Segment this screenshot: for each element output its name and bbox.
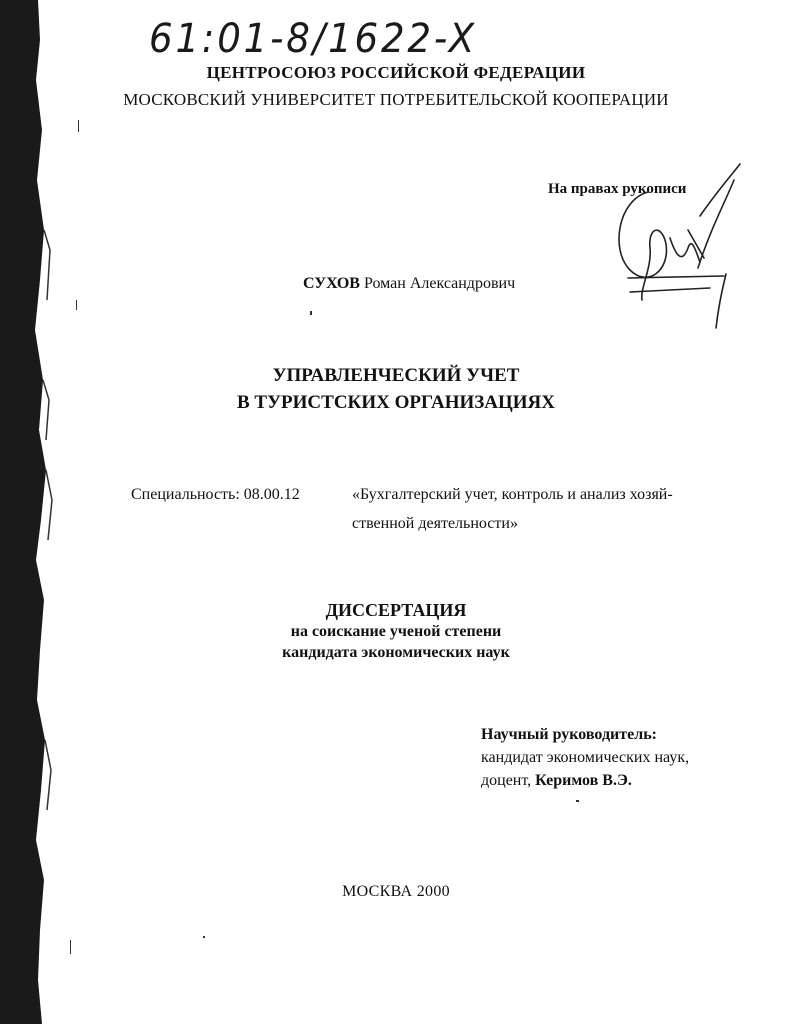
signature-image (600, 160, 760, 335)
specialty-description-line-2: ственной деятельности» (352, 515, 518, 532)
dissertation-degree-line: на соискание ученой степени (290, 623, 502, 640)
dissertation-heading: ДИССЕРТАЦИЯ (325, 600, 467, 620)
scan-speck (76, 300, 77, 310)
scan-edge-shadow (0, 0, 60, 1024)
advisor-name: Керимов В.Э. (535, 772, 632, 789)
manuscript-rights-note: На правах рукописи (548, 181, 687, 197)
author-given-names: Роман Александрович (363, 275, 516, 292)
svg-text:61:01-8/1622-X: 61:01-8/1622-X (149, 16, 477, 62)
advisor-position: доцент, (481, 772, 532, 789)
advisor-degree: кандидат экономических наук, (481, 749, 690, 766)
specialty-label: Специальность: 08.00.12 (131, 486, 300, 503)
dissertation-field-line: кандидата экономических наук (282, 644, 510, 661)
advisor-heading: Научный руководитель: (481, 726, 657, 743)
archive-code-handwritten (145, 8, 485, 64)
scan-speck (576, 800, 579, 802)
university-name: МОСКОВСКИЙ УНИВЕРСИТЕТ ПОТРЕБИТЕЛЬСКОЙ КООПЕРАЦИИ (123, 90, 669, 109)
scan-speck (78, 120, 79, 132)
scan-speck (203, 936, 205, 938)
author-surname: СУХОВ (303, 275, 360, 292)
topic-line-1: УПРАВЛЕНЧЕСКИЙ УЧЕТ (272, 365, 520, 386)
specialty-description-line-1: «Бухгалтерский учет, контроль и анализ хозяй- (352, 486, 673, 503)
dissertation-topic (0, 362, 792, 416)
advisor-position-line (481, 769, 689, 792)
author-name (303, 275, 515, 293)
scan-speck (70, 940, 71, 954)
city-and-year: МОСКВА 2000 (342, 883, 450, 900)
scientific-advisor-block (481, 723, 689, 792)
organization-name: ЦЕНТРОСОЮЗ РОССИЙСКОЙ ФЕДЕРАЦИИ (206, 63, 586, 82)
dissertation-type-block (0, 600, 792, 663)
scan-speck (310, 311, 312, 315)
topic-line-2: В ТУРИСТСКИХ ОРГАНИЗАЦИЯХ (237, 392, 555, 413)
